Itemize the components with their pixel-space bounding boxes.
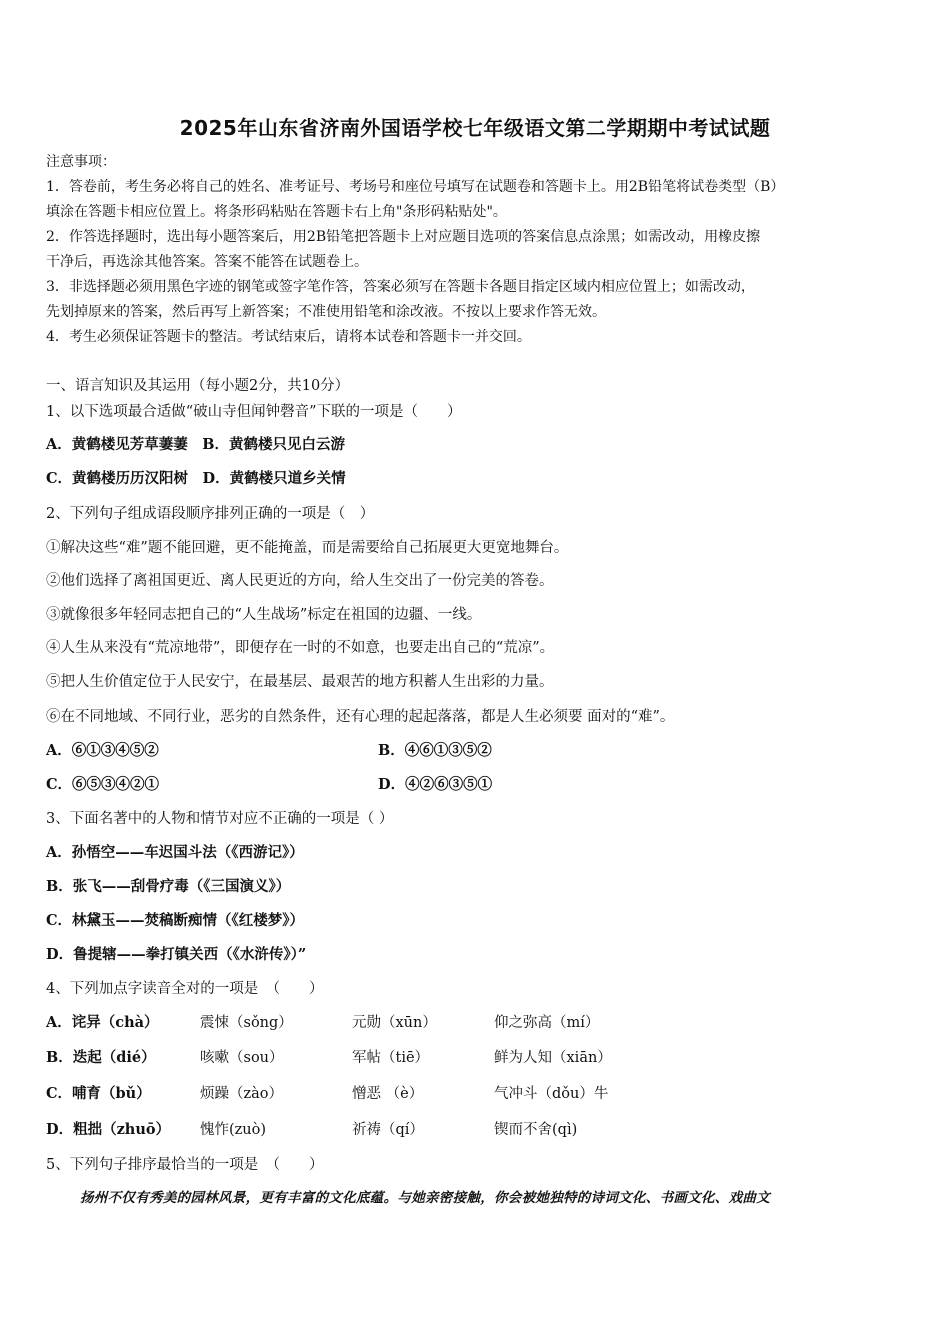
page-title: 2025年山东省济南外国语学校七年级语文第二学期期中考试试题 (179, 116, 771, 140)
question-1-options-row: A．黄鹤楼见芳草萋萋 B．黄鹤楼只见白云游 (46, 436, 346, 453)
notice-line: 1．答卷前，考生务必将自己的姓名、准考证号、考场号和座位号填写在试题卷和答题卡上。用2B铅笔将试卷类型（B） (46, 179, 785, 195)
question-4-word: 气冲斗（dǒu）牛 (494, 1086, 609, 1102)
question-4-word: 元勋（xūn） (352, 1015, 437, 1031)
question-2-sentence: ③就像很多年轻同志把自己的“人生战场”标定在祖国的边疆、一线。 (46, 607, 482, 623)
question-4-word: 军帖（tiē） (352, 1050, 430, 1066)
question-4-word: 愧怍(zuò) (200, 1122, 267, 1138)
question-5-passage: 扬州不仅有秀美的园林风景，更有丰富的文化底蕴。与她亲密接触，你会被她独特的诗词文化、书画文化、戏曲文 (80, 1190, 770, 1206)
question-2-stem: 2、下列句子组成语段顺序排列正确的一项是（ ） (46, 506, 375, 522)
question-3-option-b: B．张飞——刮骨疗毒（《三国演义》） (46, 878, 291, 895)
question-4-stem: 4、下列加点字读音全对的一项是 （ ） (46, 981, 324, 997)
question-3-option-c: C．林黛玉——焚稿断痴情（《红楼梦》） (46, 912, 305, 929)
question-4-word: 鲜为人知（xiān） (494, 1050, 612, 1066)
question-1-stem: 1、以下选项最合适做“破山寺但闻钟磬音”下联的一项是（ ） (46, 404, 462, 420)
question-4-word: 憎恶 （è） (352, 1086, 424, 1102)
question-3-option-d: D．鲁提辖——拳打镇关西（《水浒传》）” (46, 946, 307, 963)
question-2-option-a: A．⑥①③④⑤② (46, 742, 159, 759)
question-2-option-d: D．④②⑥③⑤① (378, 776, 493, 793)
question-2-sentence: ④人生从来没有“荒凉地带”，即便存在一时的不如意，也要走出自己的“荒凉”。 (46, 640, 555, 656)
notice-line: 4．考生必须保证答题卡的整洁。考试结束后，请将本试卷和答题卡一并交回。 (46, 329, 531, 345)
section-heading: 一、语言知识及其运用（每小题2分，共10分） (46, 378, 350, 394)
question-4-word: 咳嗽（sou） (200, 1050, 284, 1066)
question-2-sentence: ⑥在不同地域、不同行业，恶劣的自然条件，还有心理的起起落落，都是人生必须要 面对的“难”。 (46, 709, 675, 725)
notice-line: 先划掉原来的答案，然后再写上新答案；不准使用铅笔和涂改液。不按以上要求作答无效。 (46, 304, 606, 320)
question-2-option-c: C．⑥⑤③④②① (46, 776, 160, 793)
question-4-option-a: A．诧异（chà） (46, 1014, 159, 1031)
question-4-word: 震悚（sǒng） (200, 1015, 293, 1031)
notice-line: 3．非选择题必须用黑色字迹的钢笔或签字笔作答，答案必须写在答题卡各题目指定区域内相应位置上；如需改动， (46, 279, 755, 295)
question-4-word: 祈祷（qí） (352, 1122, 424, 1138)
question-2-sentence: ②他们选择了离祖国更近、离人民更近的方向，给人生交出了一份完美的答卷。 (46, 573, 554, 589)
notice-heading: 注意事项： (46, 154, 116, 170)
question-4-word: 锲而不舍(qì) (494, 1122, 578, 1138)
question-4-option-c: C．哺育（bǔ） (46, 1085, 151, 1102)
question-1-options-row: C．黄鹤楼历历汉阳树 D．黄鹤楼只道乡关情 (46, 470, 346, 487)
question-2-option-b: B．④⑥①③⑤② (378, 742, 492, 759)
notice-line: 填涂在答题卡相应位置上。将条形码粘贴在答题卡右上角"条形码粘贴处"。 (46, 204, 507, 220)
question-4-word: 烦躁（zào） (200, 1086, 284, 1102)
question-2-sentence: ⑤把人生价值定位于人民安宁，在最基层、最艰苦的地方积蓄人生出彩的力量。 (46, 674, 554, 690)
question-3-stem: 3、下面名著中的人物和情节对应不正确的一项是（ ） (46, 811, 394, 827)
notice-line: 干净后，再选涂其他答案。答案不能答在试题卷上。 (46, 254, 368, 270)
question-4-option-d: D．粗拙（zhuō） (46, 1121, 171, 1138)
question-2-sentence: ①解决这些“难”题不能回避，更不能掩盖，而是需要给自己拓展更大更宽地舞台。 (46, 540, 569, 556)
notice-line: 2．作答选择题时，选出每小题答案后，用2B铅笔把答题卡上对应题目选项的答案信息点涂黑；如需改动，用橡皮擦 (46, 229, 761, 245)
question-5-stem: 5、下列句子排序最恰当的一项是 （ ） (46, 1157, 324, 1173)
question-3-option-a: A．孙悟空——车迟国斗法（《西游记》） (46, 844, 304, 861)
question-4-option-b: B．迭起（dié） (46, 1049, 156, 1066)
question-4-word: 仰之弥高（mí） (494, 1015, 600, 1031)
